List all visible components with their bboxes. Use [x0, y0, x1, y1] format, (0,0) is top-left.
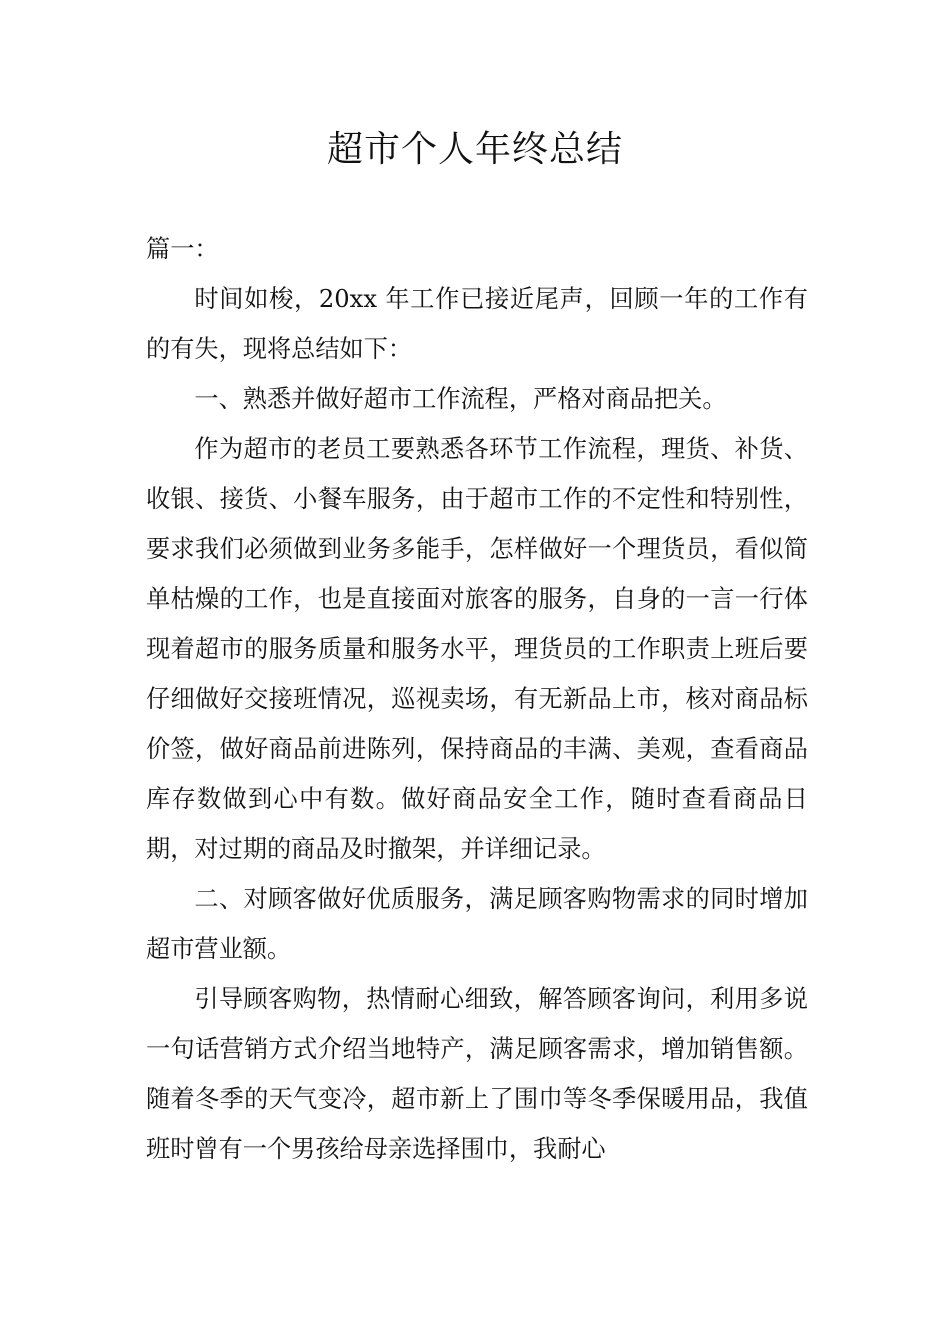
paragraph-intro: 时间如梭，20xx 年工作已接近尾声，回顾一年的工作有的有失，现将总结如下：	[146, 285, 808, 363]
section-label: 篇一：	[146, 235, 219, 263]
document-body	[146, 224, 808, 1174]
document-title: 超市个人年终总结	[326, 129, 623, 170]
paragraph-service: 引导顾客购物，热情耐心细致，解答顾客询问，利用多说一句话营销方式介绍当地特产，满足顾客需求，增加销售额。随着冬季的天气变冷，超市新上了围巾等冬季保暖用品，我值班时曾有一个男孩给母亲选择围巾，我耐心	[146, 985, 808, 1163]
paragraph-workflow: 作为超市的老员工要熟悉各环节工作流程，理货、补货、收银、接货、小餐车服务，由于超市工作的不定性和特别性，要求我们必须做到业务多能手，怎样做好一个理货员，看似简单枯燥的工作，也是直接面对旅客的服务，自身的一言一行体现着超市的服务质量和服务水平，理货员的工作职责上班后要仔细做好交接班情况，巡视卖场，有无新品上市，核对商品标价签，做好商品前进陈列，保持商品的丰满、美观，查看商品库存数做到心中有数。做好商品安全工作，随时查看商品日期，对过期的商品及时撤架，并详细记录。	[146, 435, 808, 863]
heading-workflow: 一、熟悉并做好超市工作流程，严格对商品把关。	[194, 385, 727, 413]
heading-service: 二、对顾客做好优质服务，满足顾客购物需求的同时增加超市营业额。	[146, 885, 808, 963]
